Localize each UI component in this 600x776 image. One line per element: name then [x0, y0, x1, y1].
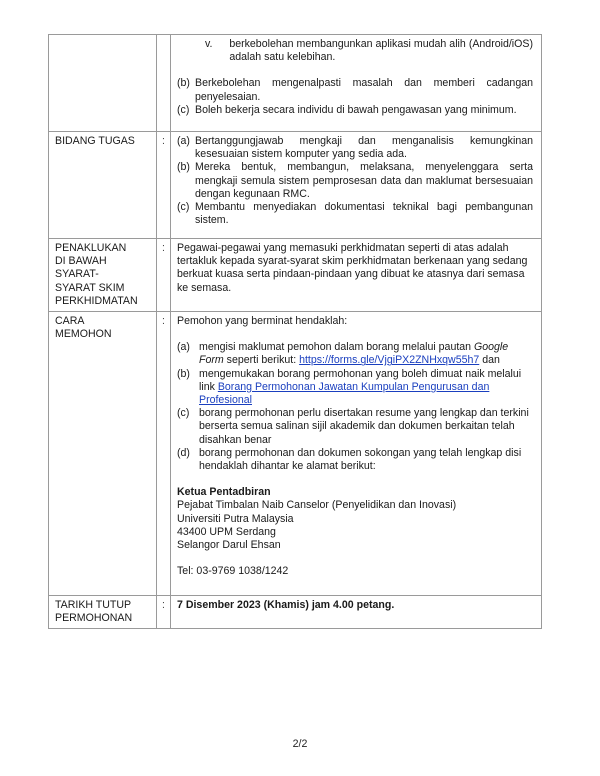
row-label [49, 596, 157, 629]
list-marker: (b) [177, 77, 190, 90]
label-line: MEMOHON [55, 328, 112, 341]
row-separator: : [157, 132, 171, 239]
closing-date: 7 Disember 2023 (Khamis) jam 4.00 petang. [171, 596, 542, 629]
row-label [49, 132, 157, 239]
list-item-text: borang permohonan dan dokumen sokongan yang telah lengkap disi hendaklah dihantar ke alamat berikut: [199, 446, 522, 473]
list-marker: (c) [177, 407, 190, 420]
list-item-text: berkebolehan membangunkan aplikasi mudah alih (Android/iOS) adalah satu kelebihan. [229, 38, 533, 64]
list-item-text: Bertanggungjawab mengkaji dan menganalisis kemungkinan kesesuaian sistem komputer yang sedia ada. [195, 135, 533, 161]
address-line: Pejabat Timbalan Naib Canselor (Penyelidikan dan Inovasi) [177, 499, 457, 512]
row-continued-requirements [49, 35, 542, 132]
list-item-b [177, 161, 533, 201]
list-marker: (c) [177, 201, 190, 214]
text-segment: mengemukakan borang permohonan yang boleh dimuat naik melalui link [199, 367, 522, 393]
job-spec-table [48, 34, 542, 629]
address-line: Universiti Putra Malaysia [177, 512, 294, 525]
cara-memohon-intro: Pemohon yang berminat hendaklah: [177, 315, 348, 328]
address-title: Ketua Pentadbiran [177, 486, 271, 499]
telephone-number: Tel: 03-9769 1038/1242 [177, 565, 289, 578]
list-item-text: Mereka bentuk, membangun, melaksana, menyelenggara serta mengkaji semula sistem pemprosesan data dan maklumat bersesuaian dengan kegunaan RMC. [195, 161, 533, 200]
list-item-text: Berkebolehan mengenalpasti masalah dan memberi cadangan penyelesaian. [195, 77, 533, 103]
requirements-content [171, 35, 542, 132]
list-item-b [177, 368, 533, 408]
row-penaklukan [49, 239, 542, 312]
row-separator: : [157, 239, 171, 312]
row-label [49, 239, 157, 312]
list-marker: (b) [177, 161, 190, 174]
list-marker: (d) [177, 446, 190, 459]
google-form-link[interactable]: https://forms.gle/VjgiPX2ZNHxqw55h7 [299, 354, 480, 367]
address-line: Selangor Darul Ehsan [177, 539, 281, 552]
list-item-text: Boleh bekerja secara individu di bawah pengawasan yang minimum. [195, 103, 517, 116]
mailing-address [177, 486, 533, 552]
list-item-a [177, 135, 533, 161]
penaklukan-content: Pegawai-pegawai yang memasuki perkhidmatan seperti di atas adalah tertakluk kepada syarat-syarat skim perkhidmatan berkenaan yang sedang berkuat kuasa serta pindaan-pindaan yang dibuat ke atasnya dari semasa ke semasa. [171, 239, 542, 312]
label-line: SYARAT- [55, 268, 99, 281]
label-line: TARIKH TUTUP [55, 599, 132, 612]
row-label-empty [49, 35, 157, 132]
list-marker: (a) [177, 135, 190, 147]
list-item-a [177, 341, 533, 367]
row-tarikh-tutup [49, 596, 542, 629]
list-marker: (a) [177, 341, 190, 354]
list-item-c [177, 104, 533, 117]
application-form-link[interactable]: Borang Permohonan Jawatan Kumpulan Pengurusan dan Profesional [199, 380, 490, 407]
row-separator: : [157, 312, 171, 596]
text-segment: dan [479, 354, 500, 367]
label-line: SYARAT SKIM [55, 281, 125, 294]
label-line: DI BAWAH [55, 255, 107, 268]
text-segment: mengisi maklumat pemohon dalam borang melalui pautan [199, 341, 475, 354]
list-item-text: borang permohonan perlu disertakan resume yang lengkap dan terkini berserta semua salinan sijil akademik dan dokumen berkaitan telah disahkan benar [199, 407, 529, 446]
bidang-tugas-content [171, 132, 542, 239]
row-label [49, 312, 157, 596]
cara-memohon-content [171, 312, 542, 596]
list-marker: (c) [177, 103, 190, 116]
list-item-d [177, 447, 533, 473]
list-item-b [177, 77, 533, 103]
page-number: 2/2 [292, 738, 308, 750]
label-line: PERKHIDMATAN [55, 294, 138, 307]
list-item-text [199, 368, 533, 408]
list-item-c [177, 407, 533, 447]
row-separator-empty [157, 35, 171, 132]
row-separator: : [157, 596, 171, 629]
list-marker: v. [205, 38, 213, 50]
address-line: 43400 UPM Serdang [177, 525, 276, 538]
list-item-text [199, 341, 533, 367]
google-form-text: Google Form [199, 341, 509, 367]
list-item-c [177, 201, 533, 227]
label-text: BIDANG TUGAS [55, 135, 135, 147]
row-bidang-tugas [49, 132, 542, 239]
row-cara-memohon [49, 312, 542, 596]
list-marker: (b) [177, 367, 190, 380]
label-line: PENAKLUKAN [55, 242, 127, 254]
label-line: CARA [55, 315, 85, 328]
list-item-roman-v [177, 38, 533, 64]
list-item-text: Membantu menyediakan dokumentasi teknikal bagi pembangunan sistem. [195, 201, 533, 227]
text-segment: seperti berikut: [223, 354, 300, 367]
label-line: PERMOHONAN [55, 612, 133, 625]
